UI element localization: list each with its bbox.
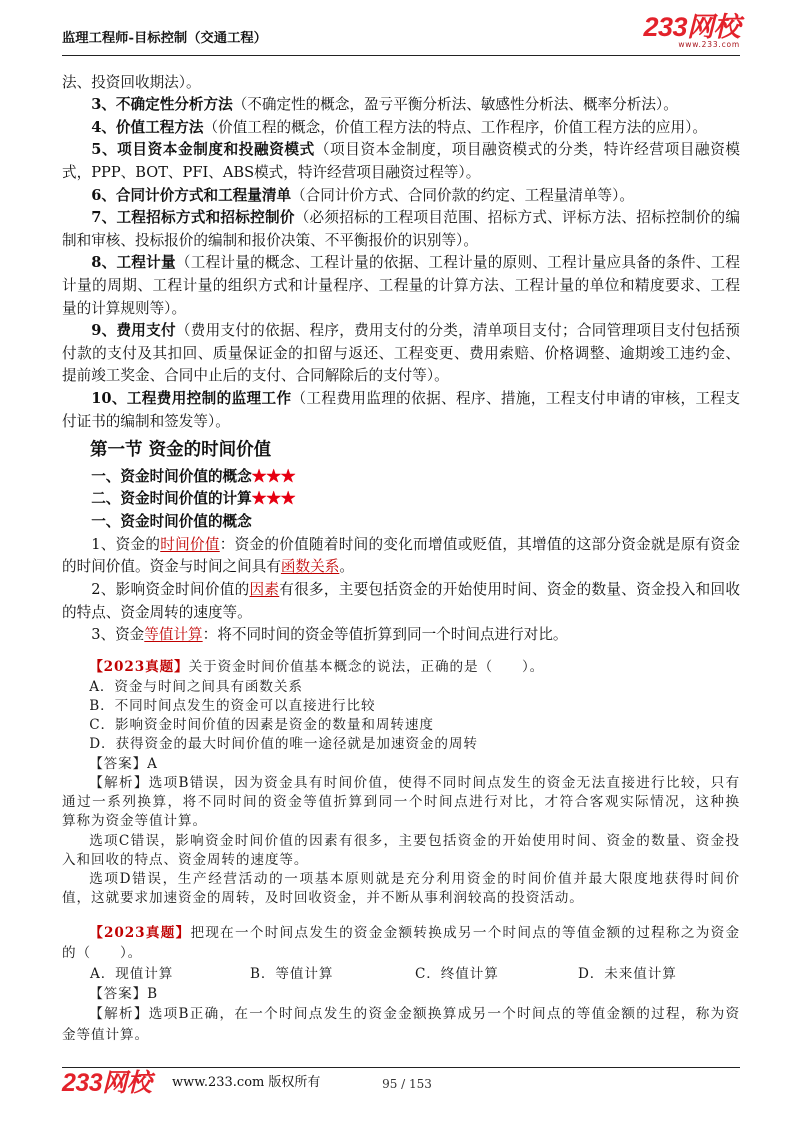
option-a: A．现值计算 [90,965,174,982]
brand-logo-site: www.233.com [678,40,740,49]
footer-copyright [172,1075,320,1091]
outline-section [62,72,740,434]
outline-item-5 [62,139,740,162]
key-term: 函数关系 [280,558,340,576]
toc-item-text: 二、资金时间价值的计算 [91,490,252,508]
outline-item-title: 8、工程计量 [91,254,176,272]
outline-item-text: 提前竣工奖金、合同中止后的支付、合同解除后的支付等）。 [62,367,449,385]
brand-logo-text: 233网校 [643,12,740,42]
header-divider [62,55,740,56]
outline-item-title: 6、合同计价方式和工程量清单 [91,186,292,204]
concept-point-1-cont [62,556,740,579]
outline-item-text: （工程计量的概念、工程计量的依据、工程计量的原则、工程计量应具备的条件、工程 [175,254,740,272]
footer-divider [62,1067,740,1068]
outline-item-title: 4、价值工程方法 [91,118,204,136]
concept-point-3 [62,624,740,647]
outline-item-10 [62,388,740,411]
footer-logo: 233网校 [62,1069,152,1097]
question-stem [62,923,740,943]
analysis-line: 【解析】选项B正确，在一个时间点发生的资金金额换算成另一个时间点的等值金额的过程，称为资 [89,1006,740,1023]
point-text: ：资金的价值随着时间的变化而增值或贬值，其增值的这部分资金就是原有资金 [219,535,740,553]
outline-item-9 [62,320,740,343]
option-c: C．终值计算 [415,965,499,982]
point-text: 有很多，主要包括资金的开始使用时间、资金的数量、资金投入和回收 [279,581,740,599]
question-stem-text: 把现在一个时间点发生的资金金额转换成另一个时间点的等值金额的过程称之为资金 [190,924,740,941]
brand-logo [643,12,740,49]
option-b: B．等值计算 [250,965,334,982]
option-a: A．资金与时间之间具有函数关系 [89,678,303,695]
point-text: ：将不同时间的资金等值折算到同一个时间点进行对比。 [202,626,568,644]
option-c: C．影响资金时间价值的因素是资金的数量和周转速度 [89,717,434,734]
question-stem [62,658,740,677]
subheading: 一、资金时间价值的概念 [91,513,252,531]
question-tag: 【2023真题】 [89,659,189,676]
outline-item-7 [62,207,740,230]
question-stem-text: 关于资金时间价值基本概念的说法，正确的是（ ）。 [188,659,545,676]
footer-rights: 版权所有 [268,1075,321,1090]
key-term: 因素 [249,581,280,599]
outline-item-title: 5、项目资本金制度和投融资模式 [91,141,315,159]
point-text: 3、资金 [91,626,145,644]
section-heading: 第一节 资金的时间价值 [90,440,272,460]
analysis-line: 算称为资金等值计算。 [62,813,207,830]
point-text: 1、资金的 [91,535,161,553]
outline-item-text: （费用支付的依据、程序，费用支付的分类，清单项目支付；合同管理项目支付包括预 [175,322,740,340]
option-b: B．不同时间点发生的资金可以直接进行比较 [89,697,376,714]
outline-item-text: 付款的支付及其扣回、质量保证金的扣留与返还、工程变更、费用索赔、价格调整、逾期竣工违约金、 [62,344,740,362]
section-content [62,466,740,648]
key-term: 时间价值 [160,535,220,553]
outline-item-text: 制和审核、投标报价的编制和报价决策、不平衡报价的识别等）。 [62,231,478,249]
point-text: 。 [339,558,354,576]
exam-question-2 [62,923,740,1045]
point-text: 2、影响资金时间价值的 [91,581,250,599]
importance-stars: ★★★ [251,490,296,508]
outline-item-text: （项目资本金制度，项目融资模式的分类，特许经营项目融资模 [314,141,740,159]
analysis-line: 选项D错误，生产经营活动的一项基本原则就是充分利用资金的时间价值并最大限度地获得时间价 [89,871,740,888]
document-title: 监理工程师-目标控制（交通工程） [62,31,267,46]
importance-stars: ★★★ [251,467,296,485]
outline-item-text: （不确定性的概念，盈亏平衡分析法、敏感性分析法、概率分析法）。 [232,96,678,114]
outline-item-8 [62,252,740,275]
key-term: 等值计算 [144,626,203,644]
question-tag: 【2023真题】 [89,924,191,941]
point-text: 的时间价值。资金与时间之间具有 [62,558,281,576]
outline-item-title: 7、工程招标方式和招标控制价 [91,209,295,227]
question-stem-text: 的（ ）。 [62,945,143,962]
analysis-line: 选项C错误，影响资金时间价值的因素有很多，主要包括资金的开始使用时间、资金的数量、资金投 [89,832,740,849]
outline-item-text: 式，PPP、BOT、PFI、ABS模式，特许经营项目融资过程等）。 [62,164,481,182]
outline-item-text: 量的计算规则等）。 [62,299,187,317]
outline-item-text: 计量的周期、工程计量的组织方式和计量程序、工程量的计算方法、工程计量的单位和精度要求、工程 [62,277,740,295]
analysis-line: 【解析】选项B错误，因为资金具有时间价值，使得不同时间点发生的资金无法直接进行比较，只有 [89,774,740,791]
outline-item-4 [62,117,740,140]
answer: 【答案】B [89,985,159,1002]
outline-item-title: 9、费用支付 [91,322,176,340]
exam-question-1 [62,658,740,908]
analysis-line: 值，这就要求加速资金的周转，及时回收资金，并不断从事利润较高的投资活动。 [62,890,584,907]
outline-item-3 [62,94,740,117]
concept-point-2-cont: 的特点、资金周转的速度等。 [62,603,252,621]
outline-item-text: （工程费用监理的依据、程序、措施，工程支付申请的审核，工程支 [291,390,740,407]
analysis-line: 通过一系列换算，将不同时间的资金等值折算到同一个时间点进行对比，才符合客观实际情况，这种换 [62,794,740,811]
option-d: D．获得资金的最大时间价值的唯一途径就是加速资金的周转 [89,736,478,753]
analysis-line: 金等值计算。 [62,1026,149,1043]
options-row [62,964,740,984]
toc-item-text: 一、资金时间价值的概念 [91,467,252,485]
page-number: 95 / 153 [382,1077,432,1091]
analysis-line: 入和回收的特点、资金周转的速度等。 [62,851,309,868]
outline-item-title: 3、不确定性分析方法 [91,96,233,114]
outline-item-text: （合同计价方式、合同价款的约定、工程量清单等）。 [291,186,635,204]
toc-item [62,488,740,511]
answer: 【答案】A [89,755,158,772]
concept-point-1 [62,534,740,557]
outline-carry-line: 法、投资回收期法）。 [62,73,201,91]
outline-item-6 [62,185,740,208]
footer-site: www.233.com [172,1075,265,1090]
outline-item-text: （必须招标的工程项目范围、招标方式、评标方法、招标控制价的编 [294,209,740,227]
outline-item-text: 付证书的编制和签发等）。 [62,412,230,430]
option-d: D．未来值计算 [578,965,677,982]
outline-item-title: 10、工程费用控制的监理工作 [91,390,292,407]
toc-item [62,466,740,489]
outline-item-text: （价值工程的概念，价值工程方法的特点、工作程序，价值工程方法的应用）。 [203,118,707,136]
concept-point-2 [62,579,740,602]
